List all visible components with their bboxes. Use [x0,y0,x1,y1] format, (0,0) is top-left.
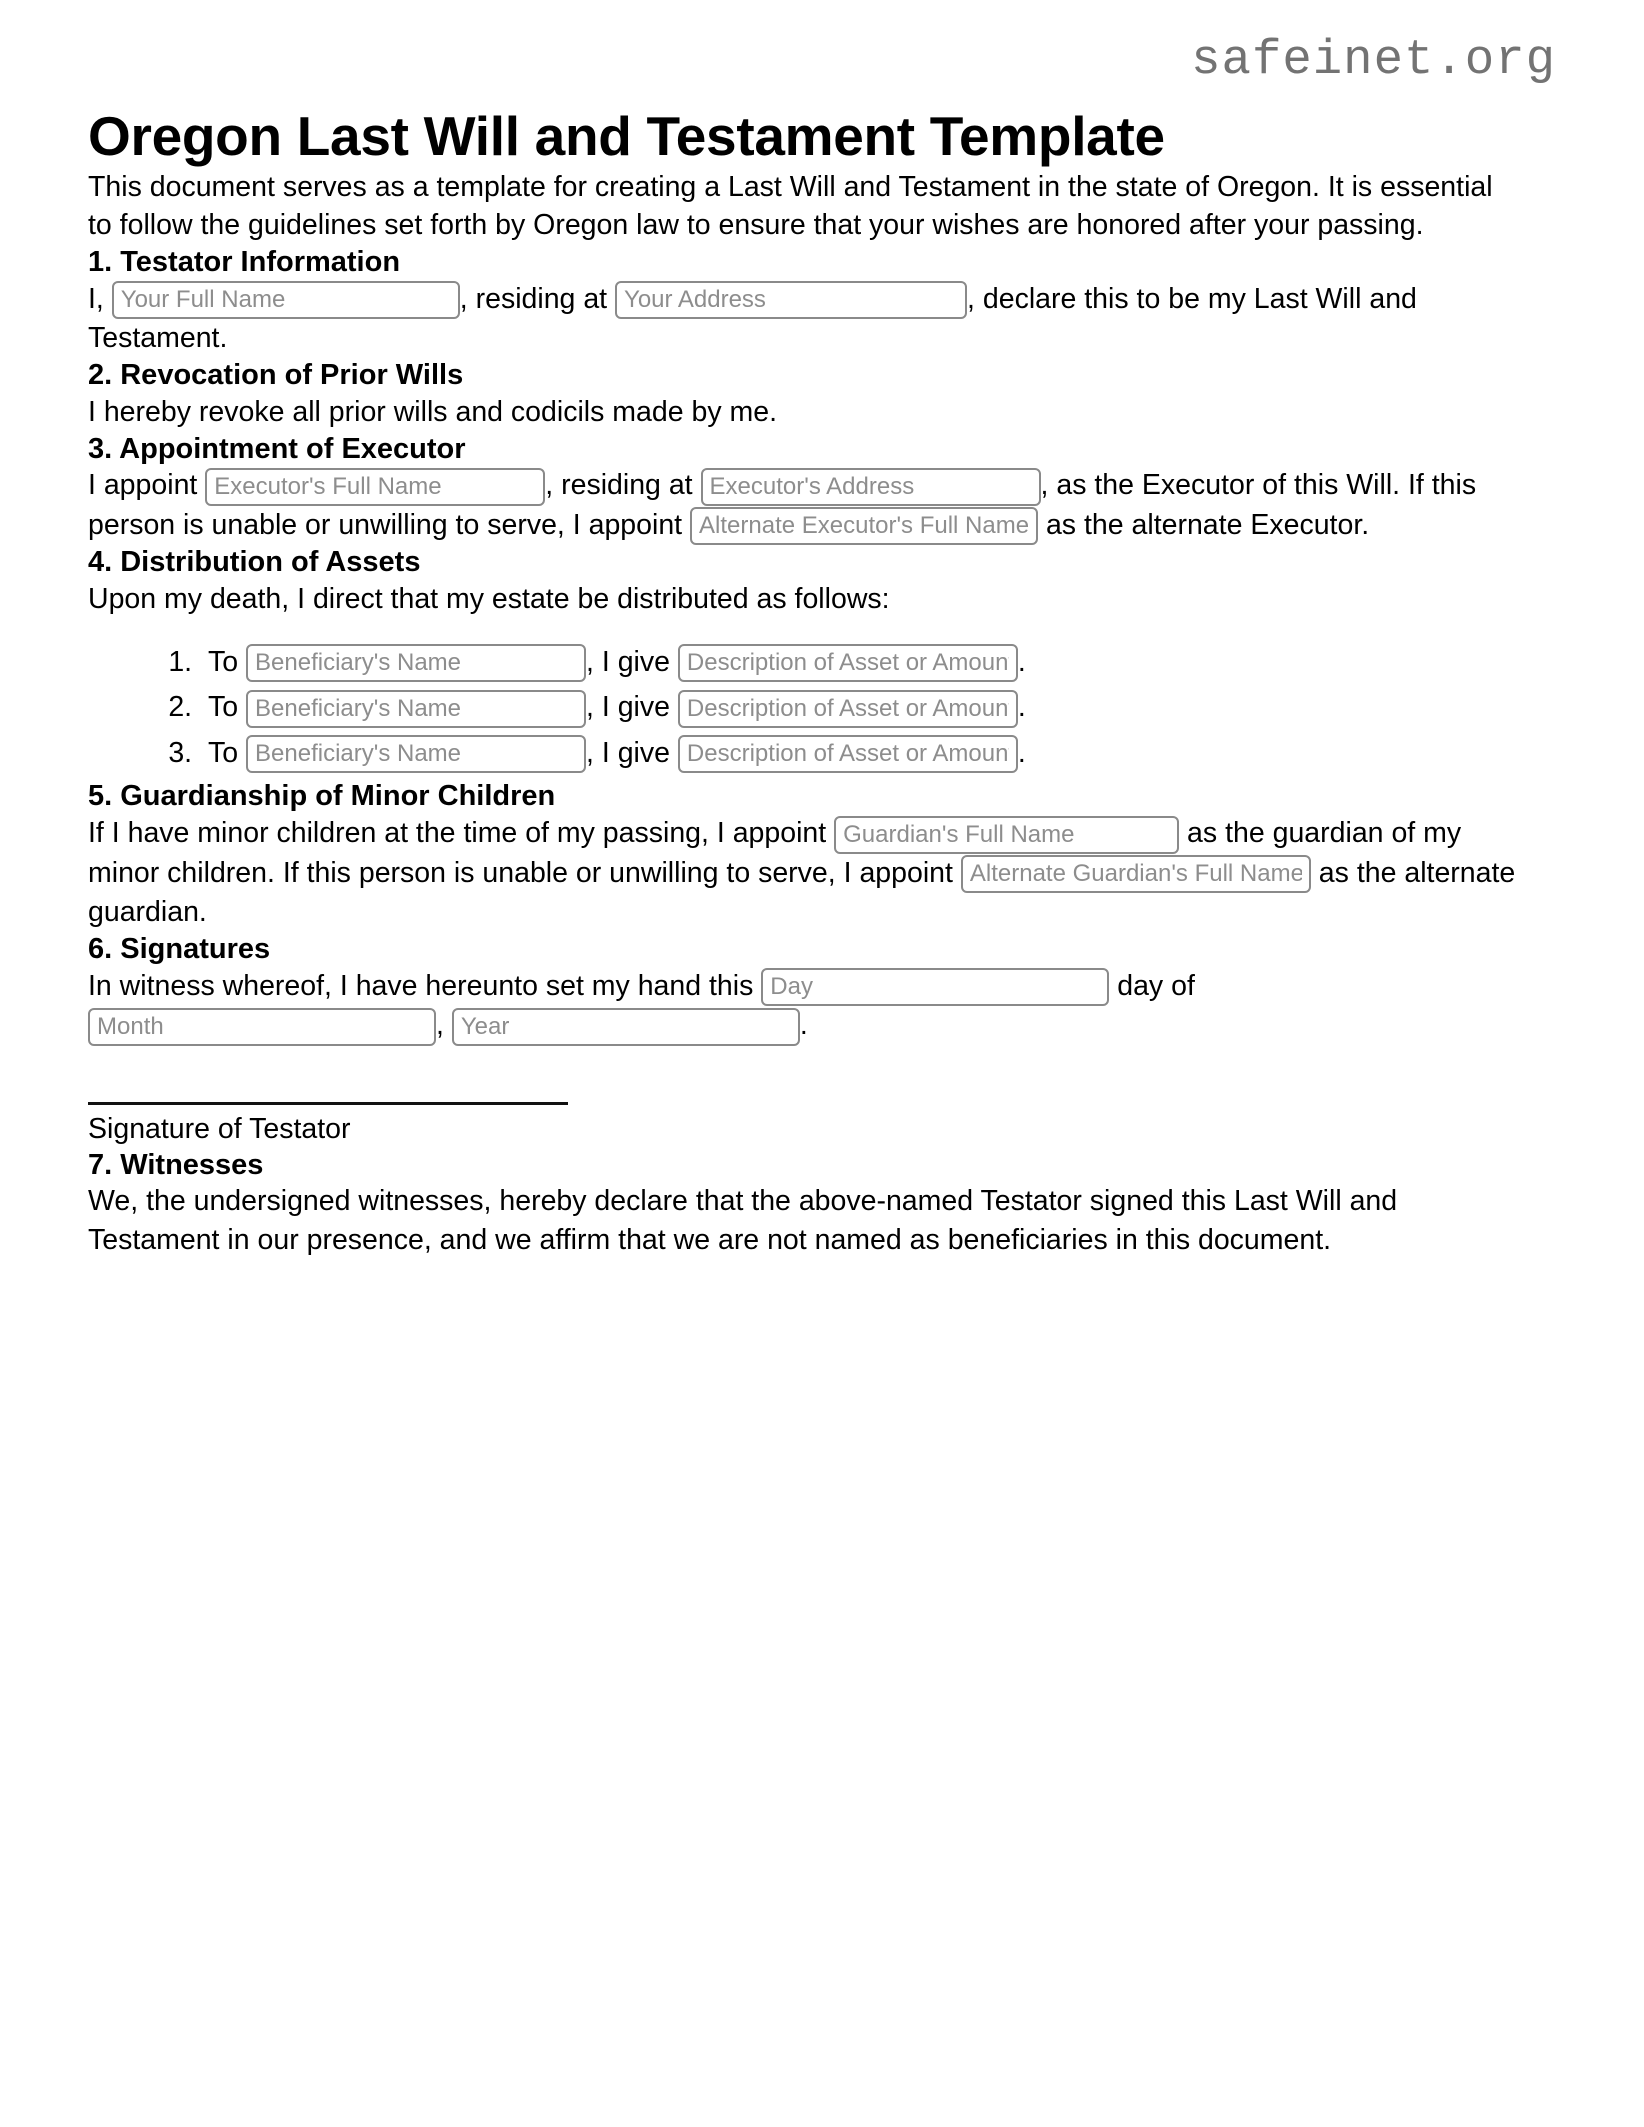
signature-block [88,1102,1556,1148]
testator-paragraph [88,280,1524,358]
revocation-paragraph: I hereby revoke all prior wills and codicils made by me. [88,395,778,428]
asset-description-input-2[interactable] [678,690,1018,728]
signatures-text-2: day of [1117,969,1195,1002]
row-suffix: . [1017,736,1026,769]
distribution-intro: Upon my death, I direct that my estate be distributed as follows: [88,583,890,616]
executor-text-3: , as the Executor of this Will. If this person is unable or unwilling to serve, I appoint [88,469,1477,541]
testator-address-input[interactable] [615,281,967,319]
row-prefix: To [208,691,239,724]
list-item [200,643,1556,682]
list-item [200,734,1556,773]
testator-text-2: , residing at [459,282,608,315]
year-input[interactable] [452,1008,800,1046]
executor-text-1: I appoint [88,469,198,502]
section-heading-testator: 1. Testator Information [88,246,401,279]
site-watermark: safeinet.org [1191,32,1556,88]
guardianship-text-2: as the guardian of my minor children. If this person is unable or unwilling to serve, I appoint [88,817,1462,889]
guardian-name-input[interactable] [834,816,1179,854]
guardianship-text-3: as the alternate guardian. [88,856,1516,929]
beneficiary-name-input-3[interactable] [246,735,586,773]
signature-label: Signature of Testator [88,1112,351,1145]
section-heading-signatures: 6. Signatures [88,932,271,965]
section-heading-distribution: 4. Distribution of Assets [88,546,421,579]
testator-name-input[interactable] [112,281,460,319]
executor-text-2: , residing at [545,469,693,502]
testator-text-3: , declare this to be my Last Will and Testament. [88,282,1417,355]
row-prefix: To [208,736,239,769]
asset-description-input-3[interactable] [678,735,1018,773]
row-suffix: . [1017,691,1026,724]
beneficiary-name-input-1[interactable] [246,644,586,682]
alternate-guardian-name-input[interactable] [961,855,1311,893]
row-suffix: . [1017,645,1026,678]
signatures-text-1: In witness whereof, I have hereunto set my hand this [88,969,754,1002]
alternate-executor-name-input[interactable] [690,507,1038,545]
testator-text-1: I, [88,282,104,315]
section-heading-revocation: 2. Revocation of Prior Wills [88,359,464,392]
row-middle: , I give [586,736,670,769]
section-heading-executor: 3. Appointment of Executor [88,432,466,465]
beneficiary-name-input-2[interactable] [246,690,586,728]
executor-paragraph [88,466,1524,545]
executor-address-input[interactable] [701,468,1041,506]
executor-text-4: as the alternate Executor. [1045,508,1370,541]
section-heading-guardianship: 5. Guardianship of Minor Children [88,780,556,813]
page-title: Oregon Last Will and Testament Template [88,105,1165,167]
executor-name-input[interactable] [205,468,545,506]
signatures-text-3: , [436,1009,444,1042]
guardianship-text-1: If I have minor children at the time of my passing, I appoint [88,817,827,850]
day-input[interactable] [761,968,1109,1006]
signatures-paragraph [88,967,1524,1046]
section-heading-witnesses: 7. Witnesses [88,1148,264,1181]
signatures-text-4: . [799,1009,808,1042]
intro-paragraph: This document serves as a template for creating a Last Will and Testament in the state of Oregon. It is essential to follow the guidelines set forth by Oregon law to ensure that your wishes are honored after your passing. [88,170,1493,242]
row-middle: , I give [586,691,670,724]
row-middle: , I give [586,645,670,678]
row-prefix: To [208,645,239,678]
guardianship-paragraph [88,814,1524,932]
list-item [200,688,1556,727]
signature-line [88,1102,568,1105]
month-input[interactable] [88,1008,436,1046]
witnesses-paragraph: We, the undersigned witnesses, hereby declare that the above-named Testator signed this Last Will and Testament in our presence, and we affirm that we are not named as beneficiaries in this document. [88,1185,1398,1257]
asset-description-input-1[interactable] [678,644,1018,682]
distribution-list [88,643,1556,773]
